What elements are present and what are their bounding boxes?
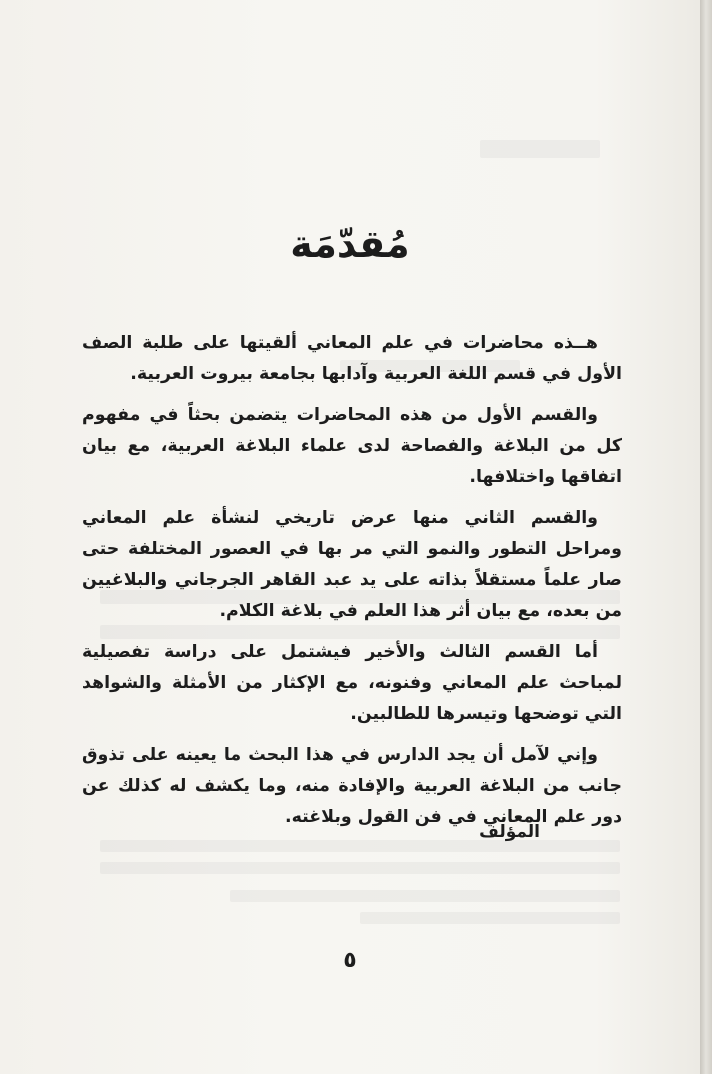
paragraph: أما القسم الثالث والأخير فيشتمل على دراسة تفصيلية لمباحث علم المعاني وفنونه، مع الإكثار من الأمثلة والشواهد التي توضحها وتيسرها للطالبين. <box>82 642 622 724</box>
paragraph: وإني لآمل أن يجد الدارس في هذا البحث ما يعينه على تذوق جانب من البلاغة العربية والإفادة منه، وما يكشف له كذلك عن دور علم المعاني في فن القول وبلاغته. <box>82 745 622 827</box>
paragraph: والقسم الثاني منها عرض تاريخي لنشأة علم المعاني ومراحل التطور والنمو التي مر بها في العصور المختلفة حتى صار علماً مستقلاً بذاته على يد عبد القاهر الجرجاني والبلاغيين من بعده، مع بيان أثر هذا العلم في بلاغة الكلام. <box>82 508 622 621</box>
show-through-mark <box>360 912 620 924</box>
show-through-mark <box>230 890 620 902</box>
paragraph: والقسم الأول من هذه المحاضرات يتضمن بحثاً في مفهوم كل من البلاغة والفصاحة لدى علماء البلاغة العربية، مع بيان اتفاقها واختلافها. <box>82 405 622 487</box>
paragraph: هــذه محاضرات في علم المعاني ألقيتها على طلبة الصف الأول في قسم اللغة العربية وآدابها بجامعة بيروت العربية. <box>82 333 622 384</box>
page-title: مُقدّمَة <box>290 222 410 266</box>
page-edge <box>700 0 712 1074</box>
page-number: ٥ <box>343 948 357 973</box>
introduction-body <box>82 328 622 843</box>
author-signature: المؤلف <box>479 822 540 842</box>
show-through-mark <box>100 862 620 874</box>
show-through-mark <box>480 140 600 158</box>
